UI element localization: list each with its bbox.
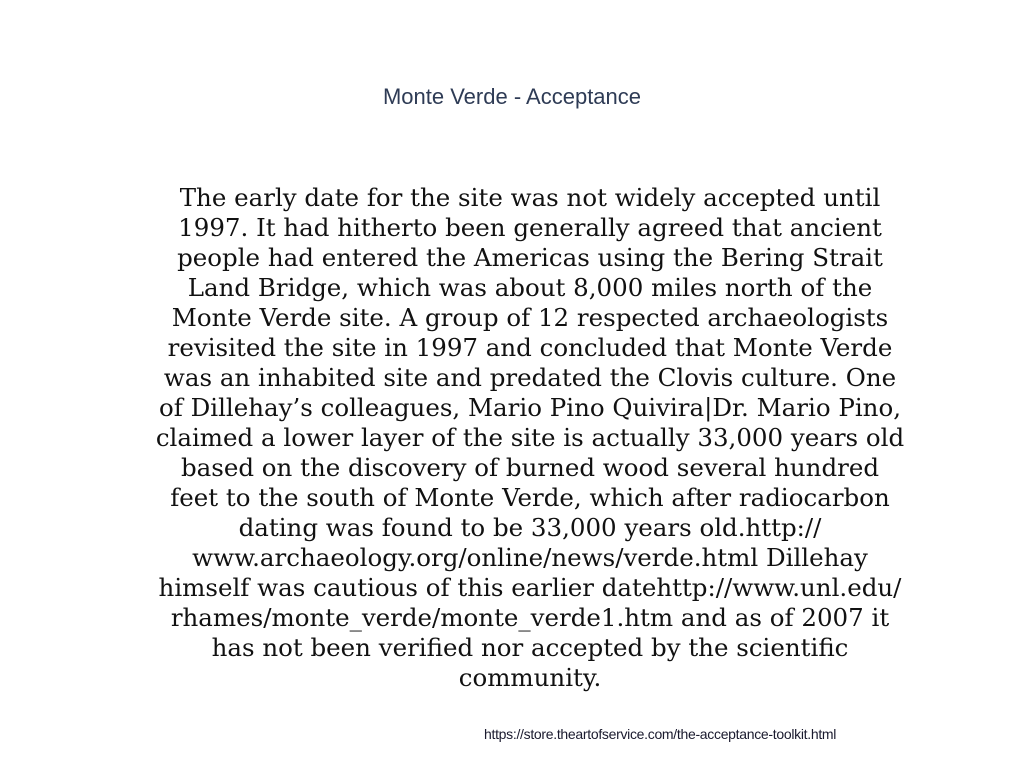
body-line: Land Bridge, which was about 8,000 miles north of the (187, 273, 873, 302)
source-link[interactable]: https://store.theartofservice.com/the-acceptance-toolkit.html (484, 726, 837, 742)
body-line: revisited the site in 1997 and concluded that Monte Verde (167, 333, 893, 362)
body-line: was an inhabited site and predated the Clovis culture. One (163, 363, 897, 392)
body-line: people had entered the Americas using the Bering Strait (177, 243, 883, 272)
body-line: of Dillehay’s colleagues, Mario Pino Quivira|Dr. Mario Pino, (158, 393, 901, 422)
body-line: claimed a lower layer of the site is actually 33,000 years old (155, 423, 905, 452)
body-line: www.archaeology.org/online/news/verde.html Dillehay (192, 543, 868, 572)
slide-body-text (92, 183, 968, 693)
body-line: based on the discovery of burned wood several hundred (180, 453, 880, 482)
body-line: community. (458, 663, 602, 692)
body-line: rhames/monte_verde/monte_verde1.htm and as of 2007 it (170, 603, 890, 632)
body-line: has not been verified nor accepted by the scientific (211, 633, 849, 662)
body-line: feet to the south of Monte Verde, which after radiocarbon (170, 483, 890, 512)
body-line: 1997. It had hitherto been generally agreed that ancient (178, 213, 882, 242)
body-line: Monte Verde site. A group of 12 respected archaeologists (171, 303, 889, 332)
body-line: The early date for the site was not widely accepted until (179, 183, 881, 212)
slide-title: Monte Verde - Acceptance (382, 84, 642, 109)
body-line: himself was cautious of this earlier datehttp://www.unl.edu/ (158, 573, 902, 602)
body-line: dating was found to be 33,000 years old.http:// (238, 513, 822, 542)
